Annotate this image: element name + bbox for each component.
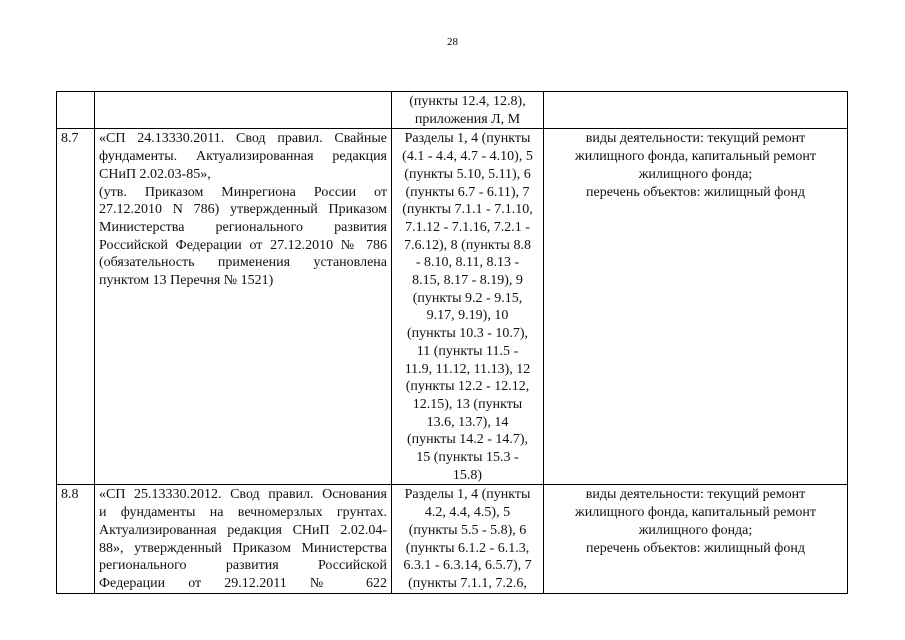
standards-table — [56, 91, 848, 594]
row-number-cell — [57, 92, 95, 129]
application-cell — [544, 92, 848, 129]
sections-line: 11 (пункты 11.5 - — [416, 343, 519, 359]
sections-line: (пункты 5.10, 5.11), 6 — [404, 166, 531, 182]
sections-line: Разделы 1, 4 (пункты — [404, 131, 531, 147]
name-line: Российской Федерации от 27.12.2010 № 786 — [99, 237, 387, 253]
sections-cell — [392, 129, 544, 485]
name-line: пунктом 13 Перечня № 1521) — [99, 273, 274, 289]
sections-line: 9.17, 9.19), 10 — [426, 308, 509, 324]
name-line: СНиП 2.02.03-85», — [99, 166, 211, 182]
page-number: 28 — [447, 36, 458, 48]
application-line: перечень объектов: жилищный фонд — [586, 184, 805, 200]
sections-line: 11.9, 11.12, 11.13), 12 — [404, 361, 531, 377]
name-line: 88», утвержденный Приказом Министерства — [99, 540, 387, 556]
application-line: жилищного фонда, капитальный ремонт — [575, 149, 816, 165]
sections-line: Разделы 1, 4 (пункты — [404, 487, 531, 503]
sections-line: (пункты 7.1.1, 7.2.6, — [408, 575, 527, 591]
row-number-cell: 8.8 — [57, 485, 95, 593]
sections-line: 12.15), 13 (пункты — [412, 396, 523, 412]
application-line: перечень объектов: жилищный фонд — [586, 540, 805, 556]
application-cell — [544, 129, 848, 485]
table-row — [57, 485, 848, 593]
sections-line: (пункты 9.2 - 9.15, — [412, 290, 523, 306]
sections-line: (пункты 14.2 - 14.7), — [406, 432, 529, 448]
sections-line: приложения Л, М — [414, 111, 521, 127]
application-line: жилищного фонда; — [638, 522, 753, 538]
name-line: «СП 25.13330.2012. Свод правил. Основания — [99, 487, 387, 503]
sections-line: 15.8) — [452, 467, 483, 483]
name-line: регионального развития Российской — [99, 558, 387, 574]
sections-line: (пункты 12.2 - 12.12, — [405, 379, 530, 395]
sections-line: 7.1.12 - 7.1.16, 7.2.1 - — [405, 219, 530, 235]
sections-line: 8.15, 8.17 - 8.19), 9 — [412, 273, 523, 289]
sections-line: (4.1 - 4.4, 4.7 - 4.10), 5 — [402, 149, 533, 165]
application-cell — [544, 485, 848, 593]
table-row — [57, 129, 848, 485]
sections-line: 7.6.12), 8 (пункты 8.8 — [404, 237, 531, 253]
standard-name-cell — [95, 92, 392, 129]
name-line: и фундаменты на вечномерзлых грунтах. — [99, 505, 387, 521]
sections-line: (пункты 10.3 - 10.7), — [406, 326, 529, 342]
sections-line: - 8.10, 8.11, 8.13 - — [415, 255, 520, 271]
application-line: жилищного фонда, капитальный ремонт — [575, 505, 816, 521]
standard-name-cell — [95, 129, 392, 485]
name-line: Федерации от 29.12.2011 № 622 — [99, 575, 387, 591]
name-line: 27.12.2010 N 786) утвержденный Приказом — [99, 202, 387, 218]
application-line: жилищного фонда; — [638, 166, 753, 182]
application-line: виды деятельности: текущий ремонт — [585, 131, 806, 147]
name-line: (обязательность применения установлена — [99, 255, 387, 271]
sections-line: 15 (пункты 15.3 - — [416, 450, 519, 466]
name-line: (утв. Приказом Минрегиона России от — [99, 184, 387, 200]
application-line: виды деятельности: текущий ремонт — [585, 487, 806, 503]
name-line: «СП 24.13330.2011. Свод правил. Свайные — [99, 131, 387, 147]
sections-line: 4.2, 4.4, 4.5), 5 — [424, 505, 511, 521]
name-line: Актуализированная редакция СНиП 2.02.04- — [99, 522, 387, 538]
sections-line: (пункты 5.5 - 5.8), 6 — [408, 522, 527, 538]
name-line: фундаменты. Актуализированная редакция — [99, 149, 387, 165]
row-number-cell: 8.7 — [57, 129, 95, 485]
standard-name-cell — [95, 485, 392, 593]
sections-line: (пункты 6.1.2 - 6.1.3, — [405, 540, 530, 556]
name-line: Министерства регионального развития — [99, 219, 387, 235]
sections-cell — [392, 92, 544, 129]
sections-line: 6.3.1 - 6.3.14, 6.5.7), 7 — [403, 558, 532, 574]
sections-line: (пункты 7.1.1 - 7.1.10, — [402, 202, 533, 218]
sections-cell — [392, 485, 544, 593]
sections-line: (пункты 6.7 - 6.11), 7 — [405, 184, 530, 200]
sections-line: 13.6, 13.7), 14 — [426, 414, 509, 430]
sections-line: (пункты 12.4, 12.8), — [409, 94, 526, 109]
table-row — [57, 92, 848, 129]
